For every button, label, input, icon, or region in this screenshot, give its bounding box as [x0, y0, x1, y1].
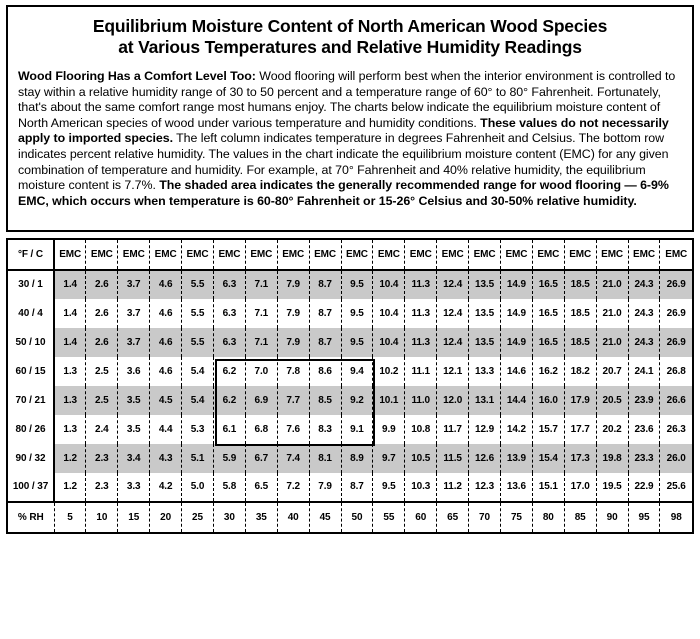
column-header-emc-5: EMC: [213, 240, 245, 270]
emc-value-cell: 10.5: [405, 444, 437, 473]
emc-value-cell: 4.5: [150, 386, 182, 415]
emc-value-cell: 14.9: [500, 328, 532, 357]
humidity-value-cell: 70: [469, 502, 501, 532]
table-row: [8, 473, 692, 502]
emc-value-cell: 6.2: [213, 386, 245, 415]
humidity-value-cell: 65: [437, 502, 469, 532]
emc-value-cell: 26.9: [660, 270, 692, 299]
emc-value-cell: 5.5: [182, 328, 214, 357]
column-header-emc-14: EMC: [500, 240, 532, 270]
humidity-value-cell: 80: [532, 502, 564, 532]
emc-value-cell: 12.1: [437, 357, 469, 386]
emc-value-cell: 1.4: [54, 270, 86, 299]
emc-value-cell: 26.3: [660, 415, 692, 444]
emc-value-cell: 1.3: [54, 415, 86, 444]
emc-value-cell: 14.4: [500, 386, 532, 415]
emc-value-cell: 24.3: [628, 299, 660, 328]
emc-value-cell: 15.1: [532, 473, 564, 502]
table-row: [8, 415, 692, 444]
emc-value-cell: 20.2: [596, 415, 628, 444]
column-header-emc-4: EMC: [182, 240, 214, 270]
emc-value-cell: 7.4: [277, 444, 309, 473]
emc-value-cell: 1.2: [54, 444, 86, 473]
emc-value-cell: 4.6: [150, 357, 182, 386]
emc-value-cell: 3.5: [118, 386, 150, 415]
humidity-value-cell: 5: [54, 502, 86, 532]
emc-value-cell: 8.6: [309, 357, 341, 386]
emc-table: [8, 240, 692, 532]
emc-value-cell: 9.5: [373, 473, 405, 502]
humidity-value-cell: 90: [596, 502, 628, 532]
title-line-1: Equilibrium Moisture Content of North American Wood Species: [92, 16, 608, 36]
emc-value-cell: 7.9: [309, 473, 341, 502]
emc-value-cell: 13.6: [500, 473, 532, 502]
emc-value-cell: 8.5: [309, 386, 341, 415]
emc-value-cell: 13.9: [500, 444, 532, 473]
emc-value-cell: 12.4: [437, 299, 469, 328]
emc-value-cell: 10.2: [373, 357, 405, 386]
emc-value-cell: 18.5: [564, 270, 596, 299]
emc-value-cell: 4.6: [150, 299, 182, 328]
header-panel: [6, 5, 694, 232]
humidity-value-cell: 15: [118, 502, 150, 532]
emc-value-cell: 7.8: [277, 357, 309, 386]
emc-value-cell: 11.3: [405, 328, 437, 357]
column-header-emc-19: EMC: [660, 240, 692, 270]
emc-value-cell: 3.6: [118, 357, 150, 386]
emc-value-cell: 5.9: [213, 444, 245, 473]
emc-value-cell: 8.3: [309, 415, 341, 444]
emc-value-cell: 26.9: [660, 328, 692, 357]
emc-value-cell: 21.0: [596, 299, 628, 328]
column-header-emc-8: EMC: [309, 240, 341, 270]
humidity-value-cell: 50: [341, 502, 373, 532]
emc-value-cell: 2.5: [86, 386, 118, 415]
emc-value-cell: 11.2: [437, 473, 469, 502]
column-header-emc-7: EMC: [277, 240, 309, 270]
emc-value-cell: 16.2: [532, 357, 564, 386]
emc-value-cell: 8.7: [309, 328, 341, 357]
humidity-value-cell: 20: [150, 502, 182, 532]
column-header-emc-13: EMC: [469, 240, 501, 270]
emc-value-cell: 10.4: [373, 299, 405, 328]
emc-value-cell: 5.1: [182, 444, 214, 473]
emc-value-cell: 17.0: [564, 473, 596, 502]
emc-value-cell: 4.6: [150, 328, 182, 357]
emc-value-cell: 5.0: [182, 473, 214, 502]
emc-value-cell: 9.9: [373, 415, 405, 444]
emc-value-cell: 10.3: [405, 473, 437, 502]
emc-value-cell: 19.8: [596, 444, 628, 473]
emc-table-container: [6, 238, 694, 534]
emc-value-cell: 17.3: [564, 444, 596, 473]
emc-value-cell: 1.2: [54, 473, 86, 502]
intro-text-2: The left column indicates temperature in degrees Fahrenheit and Celsius. The bottom row indicates percent relative humidity. The values in the chart indicate the equilibrium moisture content (EMC) for any given combination of temperature and humidity. For example, at 70° Fahrenheit and 40% relative humidity, the equilibrium moisture content is 7.7%.: [18, 131, 669, 193]
humidity-value-cell: 95: [628, 502, 660, 532]
emc-value-cell: 1.3: [54, 386, 86, 415]
emc-value-cell: 9.5: [341, 299, 373, 328]
title-line-2: at Various Temperatures and Relative Humidity Readings: [118, 37, 582, 57]
footer-label-rh: % RH: [8, 502, 54, 532]
column-header-emc-16: EMC: [564, 240, 596, 270]
emc-table-head: [8, 240, 692, 270]
emc-value-cell: 12.6: [469, 444, 501, 473]
emc-value-cell: 12.9: [469, 415, 501, 444]
row-label-temperature: 60 / 15: [8, 357, 54, 386]
emc-value-cell: 7.1: [245, 299, 277, 328]
humidity-value-cell: 60: [405, 502, 437, 532]
emc-value-cell: 21.0: [596, 328, 628, 357]
emc-value-cell: 1.3: [54, 357, 86, 386]
emc-value-cell: 6.3: [213, 299, 245, 328]
emc-value-cell: 7.6: [277, 415, 309, 444]
emc-value-cell: 9.4: [341, 357, 373, 386]
page-title: [18, 16, 682, 58]
emc-value-cell: 11.5: [437, 444, 469, 473]
emc-value-cell: 12.0: [437, 386, 469, 415]
header-row: [8, 240, 692, 270]
emc-value-cell: 11.3: [405, 299, 437, 328]
column-header-emc-3: EMC: [150, 240, 182, 270]
column-header-emc-9: EMC: [341, 240, 373, 270]
humidity-value-cell: 85: [564, 502, 596, 532]
emc-value-cell: 6.7: [245, 444, 277, 473]
emc-value-cell: 17.7: [564, 415, 596, 444]
humidity-value-cell: 45: [309, 502, 341, 532]
emc-value-cell: 18.5: [564, 299, 596, 328]
column-header-emc-18: EMC: [628, 240, 660, 270]
emc-value-cell: 7.9: [277, 270, 309, 299]
emc-value-cell: 18.5: [564, 328, 596, 357]
table-row: [8, 357, 692, 386]
emc-value-cell: 23.6: [628, 415, 660, 444]
emc-value-cell: 4.6: [150, 270, 182, 299]
humidity-value-cell: 75: [500, 502, 532, 532]
humidity-value-cell: 30: [213, 502, 245, 532]
emc-value-cell: 24.3: [628, 270, 660, 299]
emc-value-cell: 7.9: [277, 299, 309, 328]
emc-value-cell: 13.5: [469, 328, 501, 357]
emc-value-cell: 20.5: [596, 386, 628, 415]
emc-value-cell: 12.4: [437, 328, 469, 357]
emc-value-cell: 9.1: [341, 415, 373, 444]
row-label-temperature: 50 / 10: [8, 328, 54, 357]
emc-value-cell: 10.8: [405, 415, 437, 444]
emc-value-cell: 2.5: [86, 357, 118, 386]
emc-value-cell: 21.0: [596, 270, 628, 299]
emc-value-cell: 23.9: [628, 386, 660, 415]
row-label-temperature: 80 / 26: [8, 415, 54, 444]
emc-value-cell: 8.7: [309, 299, 341, 328]
column-header-emc-15: EMC: [532, 240, 564, 270]
corner-header-cell: °F / C: [8, 240, 54, 270]
emc-value-cell: 3.5: [118, 415, 150, 444]
emc-value-cell: 19.5: [596, 473, 628, 502]
emc-value-cell: 8.7: [341, 473, 373, 502]
column-header-emc-0: EMC: [54, 240, 86, 270]
emc-value-cell: 6.9: [245, 386, 277, 415]
emc-value-cell: 13.3: [469, 357, 501, 386]
emc-value-cell: 3.7: [118, 299, 150, 328]
emc-value-cell: 17.9: [564, 386, 596, 415]
emc-value-cell: 14.9: [500, 270, 532, 299]
emc-value-cell: 18.2: [564, 357, 596, 386]
emc-value-cell: 7.9: [277, 328, 309, 357]
emc-value-cell: 26.6: [660, 386, 692, 415]
humidity-value-cell: 10: [86, 502, 118, 532]
emc-value-cell: 5.4: [182, 386, 214, 415]
emc-value-cell: 12.3: [469, 473, 501, 502]
column-header-emc-2: EMC: [118, 240, 150, 270]
intro-text-1: Wood flooring will perform best when the interior environment is controlled to stay within a relative humidity range of 30 to 50 percent and a temperature range of 60° to 80° Fahrenheit. Fortunately, that's about the same comfort range most humans enjoy. The charts below indicate the equilibrium moisture content of North American species of wood under various temperature and humidity conditions.: [18, 69, 676, 130]
emc-value-cell: 26.9: [660, 299, 692, 328]
table-row: [8, 328, 692, 357]
emc-value-cell: 2.3: [86, 473, 118, 502]
emc-value-cell: 13.5: [469, 299, 501, 328]
emc-value-cell: 5.4: [182, 357, 214, 386]
emc-value-cell: 2.3: [86, 444, 118, 473]
emc-value-cell: 3.7: [118, 270, 150, 299]
emc-value-cell: 3.4: [118, 444, 150, 473]
emc-value-cell: 16.5: [532, 328, 564, 357]
humidity-value-cell: 40: [277, 502, 309, 532]
row-label-temperature: 90 / 32: [8, 444, 54, 473]
emc-value-cell: 7.1: [245, 328, 277, 357]
emc-value-cell: 26.0: [660, 444, 692, 473]
emc-value-cell: 2.6: [86, 299, 118, 328]
emc-value-cell: 14.9: [500, 299, 532, 328]
emc-table-foot: [8, 502, 692, 532]
emc-value-cell: 3.7: [118, 328, 150, 357]
emc-value-cell: 10.4: [373, 270, 405, 299]
emc-value-cell: 20.7: [596, 357, 628, 386]
emc-value-cell: 6.5: [245, 473, 277, 502]
column-header-emc-1: EMC: [86, 240, 118, 270]
column-header-emc-11: EMC: [405, 240, 437, 270]
emc-value-cell: 22.9: [628, 473, 660, 502]
emc-value-cell: 11.7: [437, 415, 469, 444]
emc-value-cell: 23.3: [628, 444, 660, 473]
humidity-value-cell: 35: [245, 502, 277, 532]
emc-value-cell: 5.3: [182, 415, 214, 444]
emc-value-cell: 24.3: [628, 328, 660, 357]
column-header-emc-17: EMC: [596, 240, 628, 270]
row-label-temperature: 100 / 37: [8, 473, 54, 502]
humidity-value-cell: 25: [182, 502, 214, 532]
table-row: [8, 386, 692, 415]
emc-value-cell: 8.7: [309, 270, 341, 299]
emc-value-cell: 16.5: [532, 270, 564, 299]
emc-value-cell: 13.1: [469, 386, 501, 415]
emc-value-cell: 4.4: [150, 415, 182, 444]
column-header-emc-6: EMC: [245, 240, 277, 270]
emc-value-cell: 5.8: [213, 473, 245, 502]
emc-value-cell: 6.3: [213, 270, 245, 299]
emc-value-cell: 9.7: [373, 444, 405, 473]
emc-value-cell: 6.8: [245, 415, 277, 444]
emc-value-cell: 7.2: [277, 473, 309, 502]
emc-value-cell: 7.7: [277, 386, 309, 415]
intro-bold-2: These values do not necessarily apply to imported species.: [18, 115, 669, 146]
table-row: [8, 270, 692, 299]
emc-value-cell: 7.1: [245, 270, 277, 299]
emc-value-cell: 9.5: [341, 328, 373, 357]
emc-value-cell: 1.4: [54, 328, 86, 357]
emc-value-cell: 2.6: [86, 328, 118, 357]
emc-value-cell: 8.1: [309, 444, 341, 473]
emc-value-cell: 5.5: [182, 299, 214, 328]
humidity-value-cell: 98: [660, 502, 692, 532]
emc-value-cell: 26.8: [660, 357, 692, 386]
emc-value-cell: 11.0: [405, 386, 437, 415]
intro-lead-bold: Wood Flooring Has a Comfort Level Too:: [18, 69, 256, 83]
table-row: [8, 444, 692, 473]
column-header-emc-12: EMC: [437, 240, 469, 270]
emc-value-cell: 25.6: [660, 473, 692, 502]
emc-value-cell: 14.2: [500, 415, 532, 444]
emc-value-cell: 12.4: [437, 270, 469, 299]
emc-value-cell: 6.2: [213, 357, 245, 386]
humidity-footer-row: [8, 502, 692, 532]
emc-value-cell: 16.5: [532, 299, 564, 328]
emc-value-cell: 15.4: [532, 444, 564, 473]
emc-value-cell: 4.3: [150, 444, 182, 473]
emc-value-cell: 2.4: [86, 415, 118, 444]
emc-value-cell: 24.1: [628, 357, 660, 386]
emc-value-cell: 7.0: [245, 357, 277, 386]
row-label-temperature: 40 / 4: [8, 299, 54, 328]
emc-value-cell: 15.7: [532, 415, 564, 444]
row-label-temperature: 70 / 21: [8, 386, 54, 415]
emc-value-cell: 8.9: [341, 444, 373, 473]
column-header-emc-10: EMC: [373, 240, 405, 270]
emc-value-cell: 16.0: [532, 386, 564, 415]
emc-value-cell: 14.6: [500, 357, 532, 386]
emc-value-cell: 1.4: [54, 299, 86, 328]
emc-value-cell: 10.1: [373, 386, 405, 415]
emc-value-cell: 9.2: [341, 386, 373, 415]
emc-value-cell: 10.4: [373, 328, 405, 357]
emc-value-cell: 4.2: [150, 473, 182, 502]
emc-value-cell: 5.5: [182, 270, 214, 299]
emc-value-cell: 11.3: [405, 270, 437, 299]
intro-paragraph: [18, 69, 682, 209]
emc-value-cell: 2.6: [86, 270, 118, 299]
row-label-temperature: 30 / 1: [8, 270, 54, 299]
emc-value-cell: 3.3: [118, 473, 150, 502]
emc-value-cell: 13.5: [469, 270, 501, 299]
table-row: [8, 299, 692, 328]
intro-bold-3: The shaded area indicates the generally recommended range for wood flooring — 6-9% EMC, which occurs when temperature is 60-80° Fahrenheit or 15-26° Celsius and 30-50% relative humidity.: [18, 178, 669, 208]
emc-value-cell: 11.1: [405, 357, 437, 386]
emc-value-cell: 6.3: [213, 328, 245, 357]
emc-value-cell: 6.1: [213, 415, 245, 444]
emc-table-body: [8, 270, 692, 502]
humidity-value-cell: 55: [373, 502, 405, 532]
emc-value-cell: 9.5: [341, 270, 373, 299]
